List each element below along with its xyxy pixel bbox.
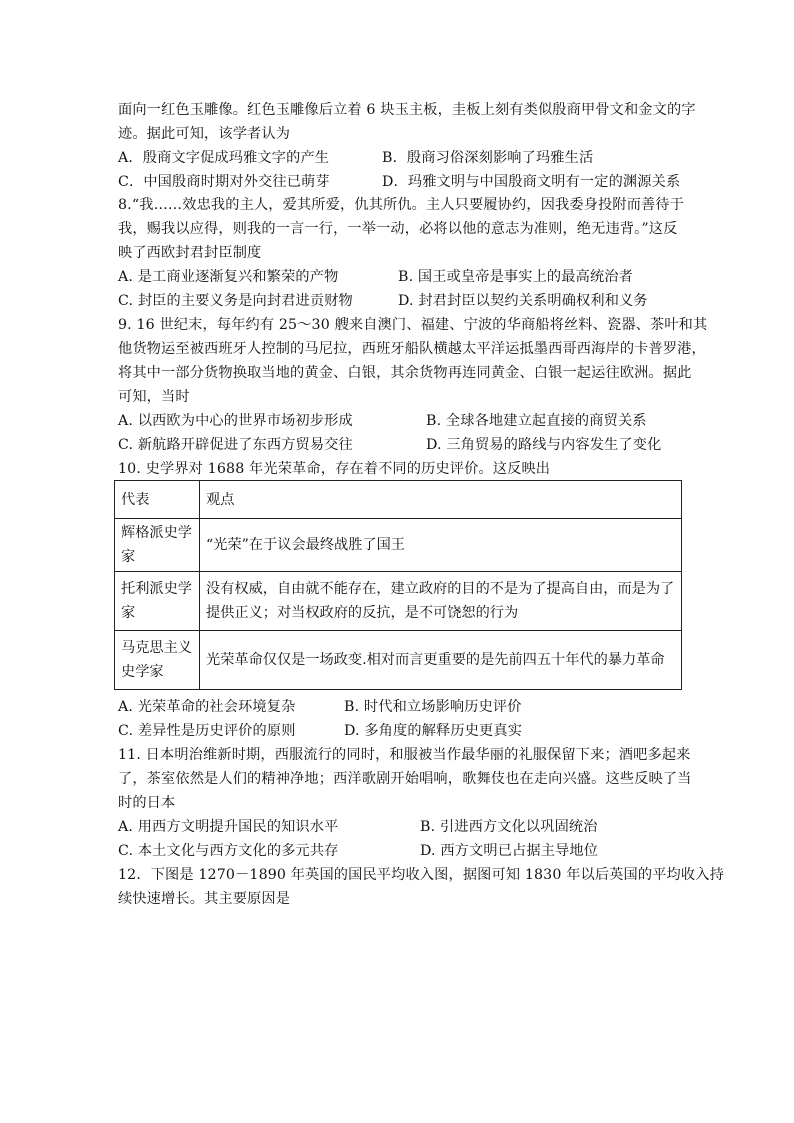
table-cell-rep xyxy=(115,631,200,690)
rep-line-1: 托利派史学 xyxy=(121,581,192,597)
view-line-1: 光荣革命仅仅是一场政变.相对而言更重要的是先前四五十年代的暴力革命 xyxy=(206,652,665,668)
q9-option-d: D. 三角贸易的路线与内容发生了变化 xyxy=(426,437,662,453)
q8-option-d: D. 封君封臣以契约关系明确权利和义务 xyxy=(398,293,648,309)
q9-stem-line-2: 他货物运至被西班牙人控制的马尼拉，西班牙船队横越太平洋运抵墨西哥西海岸的卡普罗港， xyxy=(118,341,706,357)
q10-option-b: B. 时代和立场影响历史评价 xyxy=(344,699,522,715)
q8-option-a: A. 是工商业逐渐复兴和繁荣的产物 xyxy=(118,269,339,285)
q8-stem-line-1: 8.“我……效忠我的主人，爱其所爱，仇其所仇。主人只要履协约，因我委身投附而善待于 xyxy=(118,197,685,213)
q7-stem-line-1: 面向一红色玉雕像。红色玉雕像后立着 6 块玉主板，圭板上刻有类似殷商甲骨文和金文的字 xyxy=(118,102,696,118)
table-cell-rep xyxy=(115,572,200,631)
table-header-view: 观点 xyxy=(200,481,682,519)
rep-line-1: 马克思主义 xyxy=(121,640,192,656)
q7-option-a: A．殷商文字促成玛雅文字的产生 xyxy=(118,150,330,166)
rep-line-2: 家 xyxy=(121,605,136,621)
table-header-row xyxy=(115,481,682,519)
q12-stem-line-1: 12．下图是 1270－1890 年英国的国民平均收入图，据图可知 1830 年以后英国的平均收入持 xyxy=(118,867,724,883)
historiography-table xyxy=(114,480,682,690)
table-header-rep: 代表 xyxy=(115,481,200,519)
rep-line-2: 史学家 xyxy=(121,664,164,680)
q11-stem-line-2: 了，茶室依然是人们的精神净地；西洋歌剧开始唱响，歌舞伎也在走向兴盛。这些反映了当 xyxy=(118,771,692,787)
q7-stem-line-2: 迹。据此可知，该学者认为 xyxy=(118,126,291,142)
q7-option-d: D．玛雅文明与中国殷商文明有一定的渊源关系 xyxy=(382,174,681,190)
q9-option-b: B. 全球各地建立起直接的商贸关系 xyxy=(426,413,647,429)
q11-option-a: A. 用西方文明提升国民的知识水平 xyxy=(118,819,339,835)
q11-option-d: D. 西方文明已占据主导地位 xyxy=(420,843,599,859)
q10-option-c: C. 差异性是历史评价的原则 xyxy=(118,723,296,739)
q7-option-c: C．中国殷商时期对外交往已萌芽 xyxy=(118,174,330,190)
view-line-1: “光荣”在于议会最终战胜了国王 xyxy=(206,537,405,553)
q8-stem-line-2: 我，赐我以应得，则我的一言一行，一举一动，必将以他的意志为准则，绝无违背。”这反 xyxy=(118,221,678,237)
q11-option-b: B. 引进西方文化以巩固统治 xyxy=(420,819,598,835)
table-row xyxy=(115,631,682,690)
q7-option-b: B．殷商习俗深刻影响了玛雅生活 xyxy=(382,150,594,166)
q8-option-b: B. 国王或皇帝是事实上的最高统治者 xyxy=(398,269,633,285)
table-cell-view xyxy=(200,572,682,631)
q9-stem-line-4: 可知，当时 xyxy=(118,389,190,405)
rep-line-2: 家 xyxy=(121,549,136,565)
table-cell-rep xyxy=(115,519,200,572)
table-cell-view xyxy=(200,519,682,572)
table-row xyxy=(115,519,682,572)
q11-stem-line-3: 时的日本 xyxy=(118,795,176,811)
rep-line-1: 辉格派史学 xyxy=(121,525,192,541)
q11-stem-line-1: 11. 日本明治维新时期，西服流行的同时，和服被当作最华丽的礼服保留下来；酒吧多起来 xyxy=(118,747,691,763)
view-line-1: 没有权威，自由就不能存在，建立政府的目的不是为了提高自由，而是为了 xyxy=(206,581,675,597)
q8-option-c: C. 封臣的主要义务是向封君进贡财物 xyxy=(118,293,353,309)
table-row xyxy=(115,572,682,631)
q10-stem: 10. 史学界对 1688 年光荣革命，存在着不同的历史评价。这反映出 xyxy=(118,461,551,477)
q10-option-a: A. 光荣革命的社会环境复杂 xyxy=(118,699,296,715)
q10-option-d: D. 多角度的解释历史更真实 xyxy=(344,723,523,739)
view-line-2: 提供正义；对当权政府的反抗，是不可饶恕的行为 xyxy=(206,605,519,621)
q9-stem-line-3: 将其中一部分货物换取当地的黄金、白银，其余货物再连同黄金、白银一起运往欧洲。据此 xyxy=(118,365,692,381)
table-cell-view xyxy=(200,631,682,690)
q9-option-c: C. 新航路开辟促进了东西方贸易交往 xyxy=(118,437,353,453)
q9-option-a: A. 以西欧为中心的世界市场初步形成 xyxy=(118,413,353,429)
q8-stem-line-3: 映了西欧封君封臣制度 xyxy=(118,245,262,261)
q12-stem-line-2: 续快速增长。其主要原因是 xyxy=(118,891,291,907)
q9-stem-line-1: 9. 16 世纪末，每年约有 25～30 艘来自澳门、福建、宁波的华商船将丝料、瓷器、茶叶和其 xyxy=(118,317,708,333)
q11-option-c: C. 本土文化与西方文化的多元共存 xyxy=(118,843,339,859)
